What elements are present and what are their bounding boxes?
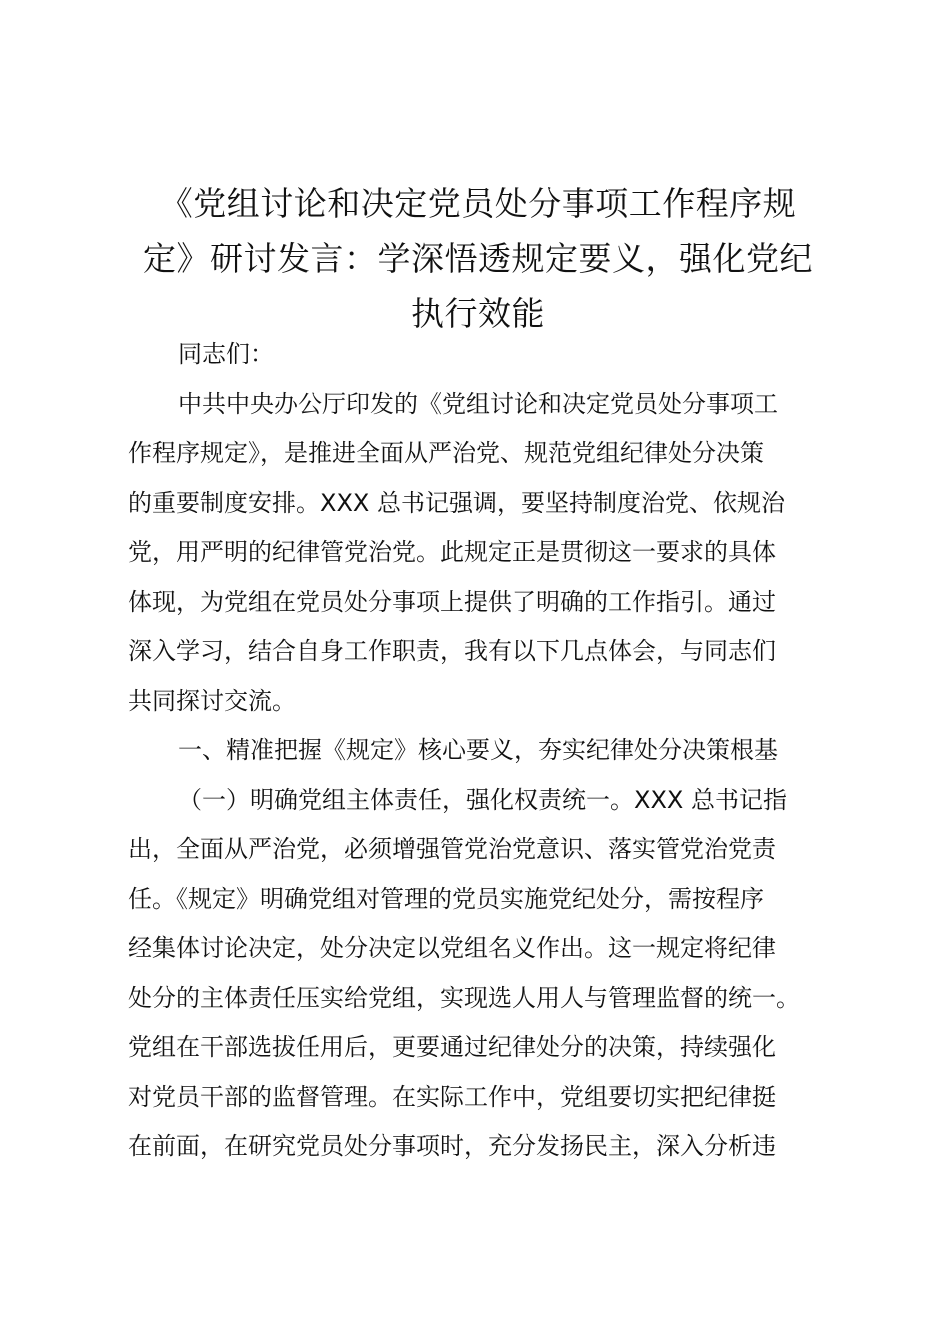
body-line: 对党员干部的监督管理。在实际工作中，党组要切实把纪律挺 [128, 1082, 776, 1111]
title-line-2: 定》研讨发言：学深悟透规定要义，强化党纪 [143, 239, 813, 278]
title-line-3: 执行效能 [411, 294, 545, 333]
body-line: 经集体讨论决定，处分决定以党组名义作出。这一规定将纪律 [128, 934, 776, 962]
document-title [118, 176, 838, 341]
body-line: 任。《规定》明确党组对管理的党员实施党纪处分，需按程序 [128, 884, 764, 913]
body-line: 作程序规定》，是推进全面从严治党、规范党组纪律处分决策 [128, 439, 764, 467]
body-line: 党，用严明的纪律管党治党。此规定正是贯彻这一要求的具体 [128, 538, 776, 566]
body-line: 的重要制度安排。XXX 总书记强调，要坚持制度治党、依规治 [128, 488, 785, 517]
body-line: 在前面，在研究党员处分事项时，充分发扬民主，深入分析违 [128, 1132, 776, 1160]
subsection-heading-line: （一）明确党组主体责任，强化权责统一。XXX 总书记指 [178, 785, 787, 814]
body-line: 出，全面从严治党，必须增强管党治党意识、落实管党治党责 [128, 835, 776, 863]
body-line: 共同探讨交流。 [128, 686, 296, 715]
salutation: 同志们： [178, 340, 274, 368]
body-line: 处分的主体责任压实给党组，实现选人用人与管理监督的统一。 [128, 983, 800, 1012]
body-line: 党组在干部选拔任用后，更要通过纪律处分的决策，持续强化 [128, 1033, 776, 1061]
body-line: 中共中央办公厅印发的《党组讨论和决定党员处分事项工 [178, 389, 778, 418]
title-line-1: 《党组讨论和决定党员处分事项工作程序规 [159, 184, 797, 223]
document-body [128, 330, 838, 1172]
section-heading: 一、精准把握《规定》核心要义，夯实纪律处分决策根基 [178, 736, 778, 764]
body-line: 深入学习，结合自身工作职责，我有以下几点体会，与同志们 [128, 637, 776, 665]
body-line: 体现，为党组在党员处分事项上提供了明确的工作指引。通过 [128, 587, 776, 616]
